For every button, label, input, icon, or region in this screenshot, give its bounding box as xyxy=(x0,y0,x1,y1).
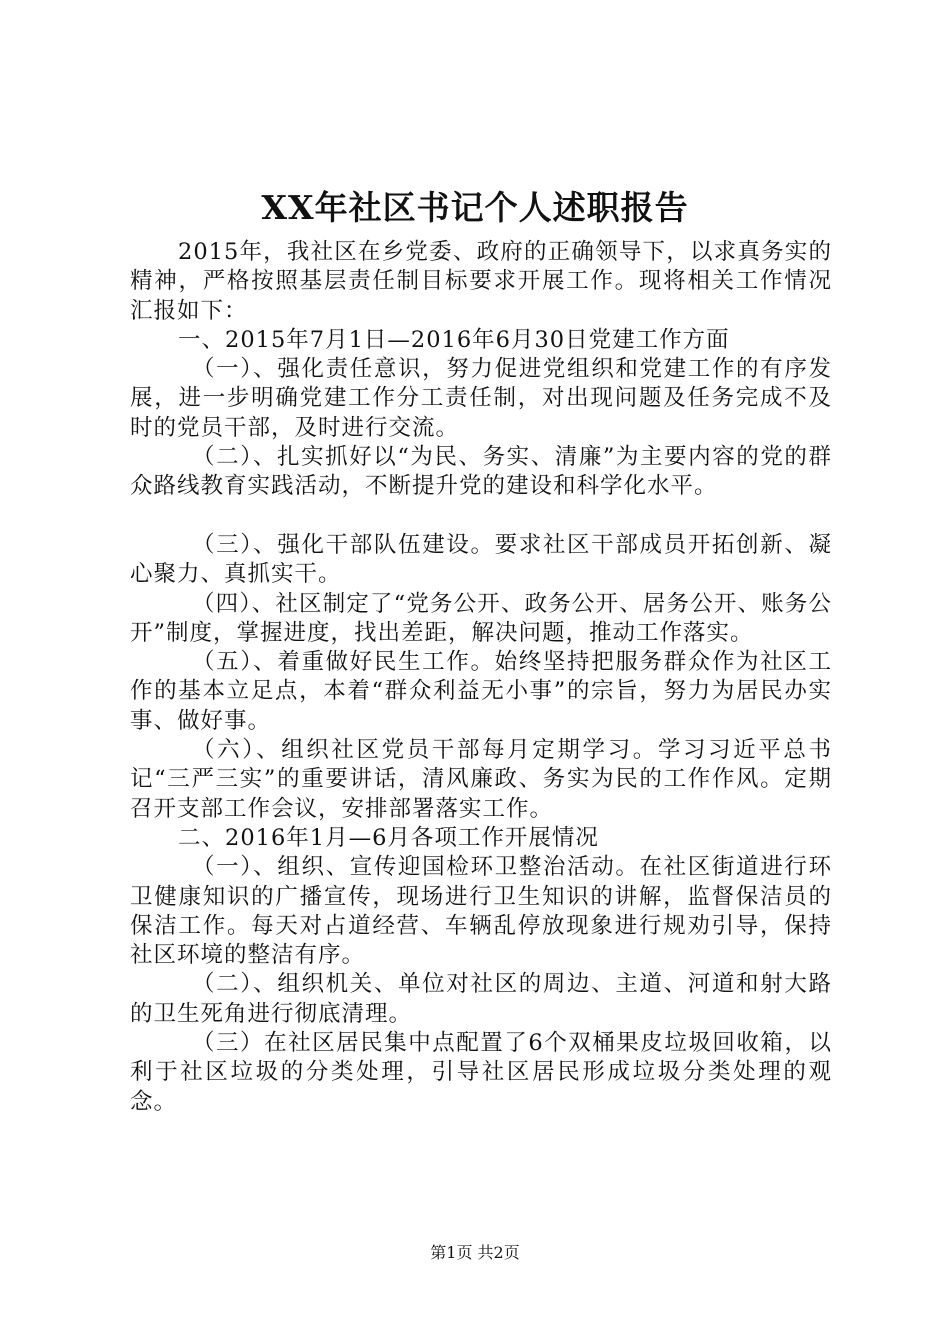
paragraph-intro: 2015年，我社区在乡党委、政府的正确领导下，以求真务实的精神，严格按照基层责任制目标要求开展工作。现将相关工作情况汇报如下： xyxy=(130,239,832,324)
paragraph-1-5: （五）、着重做好民生工作。始终坚持把服务群众作为社区工作的基本立足点，本着“群众利益无小事”的宗旨，努力为居民办实事、做好事。 xyxy=(130,649,832,734)
paragraph-2-2: （二）、组织机关、单位对社区的周边、主道、河道和射大路的卫生死角进行彻底清理。 xyxy=(130,971,832,1027)
paragraph-1-6: （六）、组织社区党员干部每月定期学习。学习习近平总书记“三严三实”的重要讲话，清风廉政、务实为民的工作作风。定期召开支部工作会议，安排部署落实工作。 xyxy=(130,737,832,822)
document-title: XX年社区书记个人述职报告 xyxy=(261,188,689,227)
document-body xyxy=(130,238,832,1117)
paragraph-1-3: （三）、强化干部队伍建设。要求社区干部成员开拓创新、凝心聚力、真抓实干。 xyxy=(130,531,832,588)
paragraph-1-2: （二）、扎实抓好以“为民、务实、清廉”为主要内容的党的群众路线教育实践活动，不断提升党的建设和科学化水平。 xyxy=(130,444,832,500)
paragraph-2-1: （一）、组织、宣传迎国检环卫整治活动。在社区街道进行环卫健康知识的广播宣传，现场进行卫生知识的讲解，监督保洁员的保洁工作。每天对占道经营、车辆乱停放现象进行规劝引导，保持社区环境的整洁有序。 xyxy=(130,854,832,969)
paragraph-1-4: （四）、社区制定了“党务公开、政务公开、居务公开、账务公开”制度，掌握进度，找出差距，解决问题，推动工作落实。 xyxy=(130,590,832,646)
section-heading-2: 二、2016年1月—6月各项工作开展情况 xyxy=(178,824,599,851)
paragraph-1-1: （一）、强化责任意识，努力促进党组织和党建工作的有序发展，进一步明确党建工作分工责任制，对出现问题及任务完成不及时的党员干部，及时进行交流。 xyxy=(130,356,832,441)
blank-line xyxy=(130,502,832,531)
page-footer: 第1页 共2页 xyxy=(430,1243,520,1262)
section-heading-1: 一、2015年7月1日—2016年6月30日党建工作方面 xyxy=(178,326,730,353)
paragraph-2-3: （三）在社区居民集中点配置了6个双桶果皮垃圾回收箱，以利于社区垃圾的分类处理，引导社区居民形成垃圾分类处理的观念。 xyxy=(130,1030,832,1115)
